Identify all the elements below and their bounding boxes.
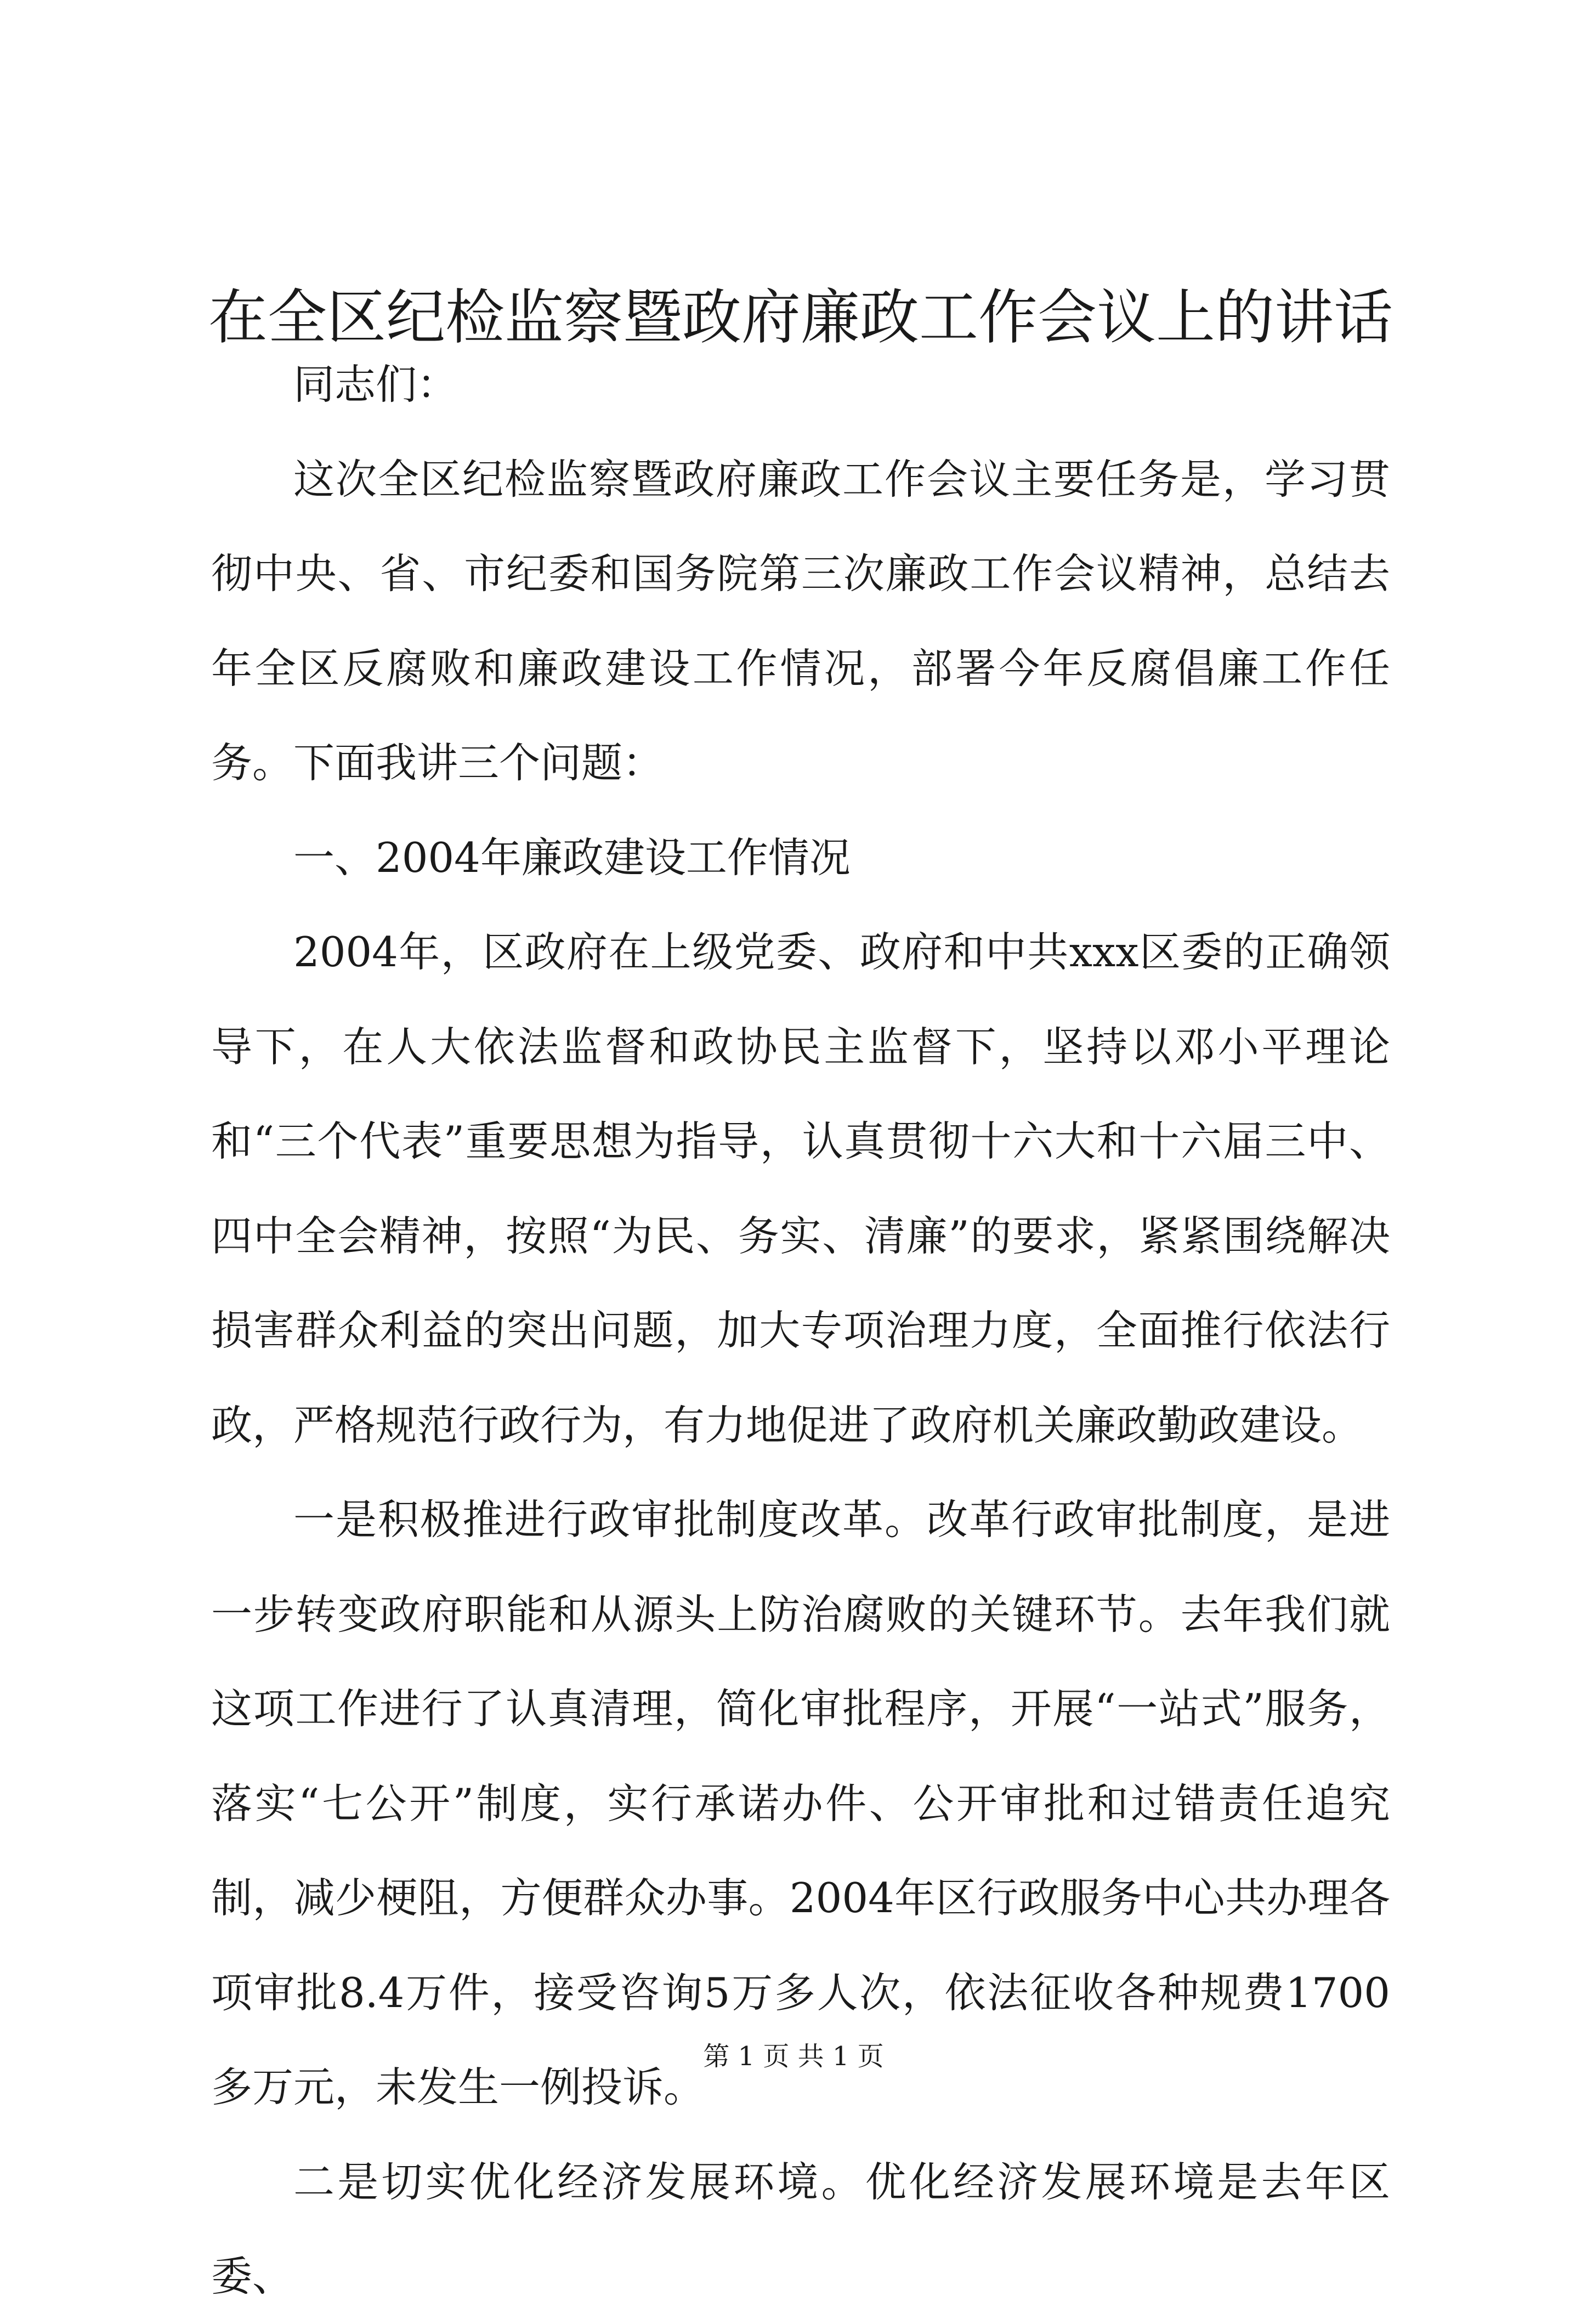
paragraph-intro: 这次全区纪检监察暨政府廉政工作会议主要任务是，学习贯彻中央、省、市纪委和国务院第三次廉政工作会议精神，总结去年全区反腐败和廉政建设工作情况，部署今年反腐倡廉工作任务。下面我讲三个问题：: [211, 455, 1390, 787]
paragraph-point-1: 一是积极推进行政审批制度改革。改革行政审批制度，是进一步转变政府职能和从源头上防治腐败的关键环节。去年我们就这项工作进行了认真清理，简化审批程序，开展“一站式”服务，落实“七公开”制度，实行承诺办件、公开审批和过错责任追究制，减少梗阻，方便群众办事。2004年区行政服务中心共办理各项审批8.4万件，接受咨询5万多人次，依法征收各种规费1700多万元，未发生一例投诉。: [211, 1495, 1390, 2111]
paragraph-summary: 2004年，区政府在上级党委、政府和中共xxx区委的正确领导下，在人大依法监督和政协民主监督下，坚持以邓小平理论和“三个代表”重要思想为指导，认真贯彻十六大和十六届三中、四中全会精神，按照“为民、务实、清廉”的要求，紧紧围绕解决损害群众利益的突出问题，加大专项治理力度，全面推行依法行政，严格规范行政行为，有力地促进了政府机关廉政勤政建设。: [211, 928, 1390, 1449]
document-title: 在全区纪检监察暨政府廉政工作会议上的讲话: [208, 284, 1393, 352]
page-footer: 第 1 页 共 1 页: [703, 2041, 884, 2072]
document-body: [211, 337, 1390, 2324]
paragraph-salutation: 同志们：: [293, 360, 458, 409]
section-heading-1: 一、2004年廉政建设工作情况: [293, 833, 851, 882]
paragraph-point-2: 二是切实优化经济发展环境。优化经济发展环境是去年区委、: [211, 2157, 1390, 2300]
